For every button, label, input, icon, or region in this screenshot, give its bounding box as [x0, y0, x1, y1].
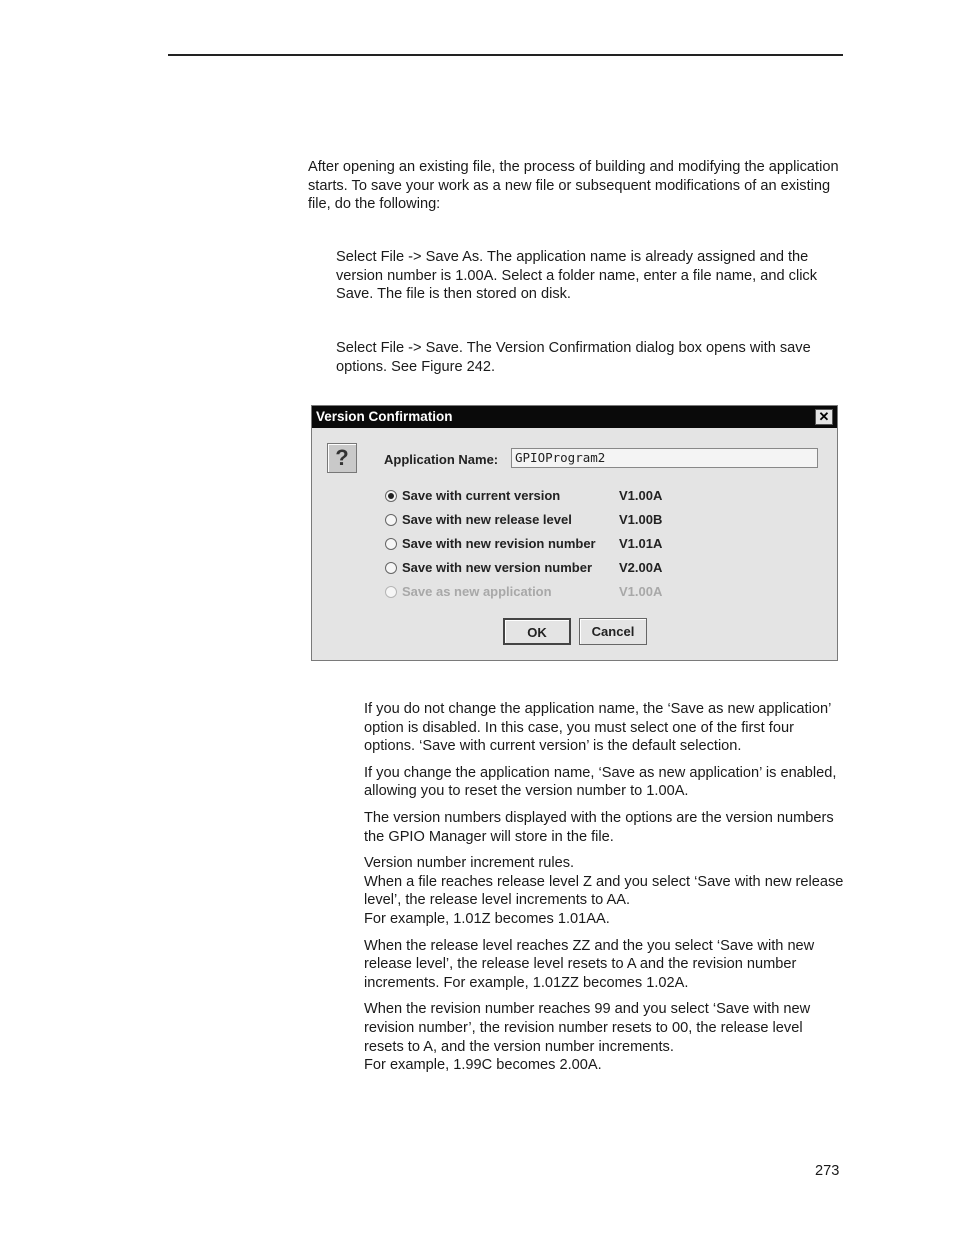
question-icon: ? [327, 443, 357, 473]
header-rule [168, 54, 843, 56]
close-icon[interactable]: ✕ [815, 409, 833, 425]
option-version: V1.01A [619, 536, 663, 551]
note-paragraph: If you change the application name, ‘Save as new application’ is enabled, allowing you to reset the version number to 1.00A. [364, 764, 837, 800]
cancel-button[interactable]: Cancel [579, 618, 647, 645]
option-label: Save with new revision number [402, 536, 596, 551]
step-save: Select File -> Save. The Version Confirmation dialog box opens with save options. See Figure 242. [336, 340, 811, 375]
option-label: Save as new application [402, 584, 552, 599]
option-version: V1.00A [619, 584, 663, 599]
radio-selected-icon[interactable] [385, 490, 397, 502]
option-label: Save with new version number [402, 560, 592, 575]
note-paragraph: If you do not change the application name, the ‘Save as new application’ option is disabled. In this case, you must select one of the first four options. ‘Save with current version’ is the default selection. [364, 701, 831, 755]
option-version: V1.00A [619, 488, 663, 503]
page-number: 273 [815, 1163, 840, 1179]
application-name-input[interactable]: GPIOProgram2 [511, 448, 818, 468]
radio-disabled-icon [385, 586, 397, 598]
note-paragraph: Version number increment rules. When a file reaches release level Z and you select ‘Save with new release level’, the release level increments to AA. For example, 1.01Z becomes 1.01AA. [364, 855, 844, 927]
option-save-current-version[interactable] [385, 488, 560, 504]
radio-icon[interactable] [385, 538, 397, 550]
note-paragraph: The version numbers displayed with the options are the version numbers the GPIO Manager will store in the file. [364, 809, 834, 845]
option-version: V1.00B [619, 512, 663, 527]
dialog-titlebar [312, 406, 837, 428]
option-label: Save with current version [402, 488, 561, 503]
note-paragraph: When the revision number reaches 99 and you select ‘Save with new revision number’, the revision number resets to 00, the release level resets to A, and the version number increments. For example, 1.99C becomes 2.00A. [364, 1001, 811, 1074]
option-version: V2.00A [619, 560, 663, 575]
step-save-as: Select File -> Save As. The application name is already assigned and the version number is 1.00A. Select a folder name, enter a file name, and click Save. The file is then stored on disk. [336, 249, 818, 303]
dialog-title: Version Confirmation [316, 409, 453, 424]
option-save-new-application [385, 584, 552, 600]
option-save-new-version-number[interactable] [385, 560, 592, 576]
option-label: Save with new release level [402, 512, 572, 527]
ok-button[interactable]: OK [503, 618, 571, 645]
option-save-new-release-level[interactable] [385, 512, 572, 528]
note-paragraph: When the release level reaches ZZ and the you select ‘Save with new release level’, the release level resets to A and the revision number increments. For example, 1.01ZZ becomes 1.02A. [364, 937, 815, 991]
version-confirmation-dialog [311, 405, 838, 661]
radio-icon[interactable] [385, 514, 397, 526]
radio-icon[interactable] [385, 562, 397, 574]
option-save-new-revision-number[interactable] [385, 536, 596, 552]
application-name-label: Application Name: [384, 452, 499, 467]
notes-section [364, 700, 844, 1083]
intro-paragraph: After opening an existing file, the process of building and modifying the application starts. To save your work as a new file or subsequent modifications of an existing file, do the following: [308, 159, 839, 213]
